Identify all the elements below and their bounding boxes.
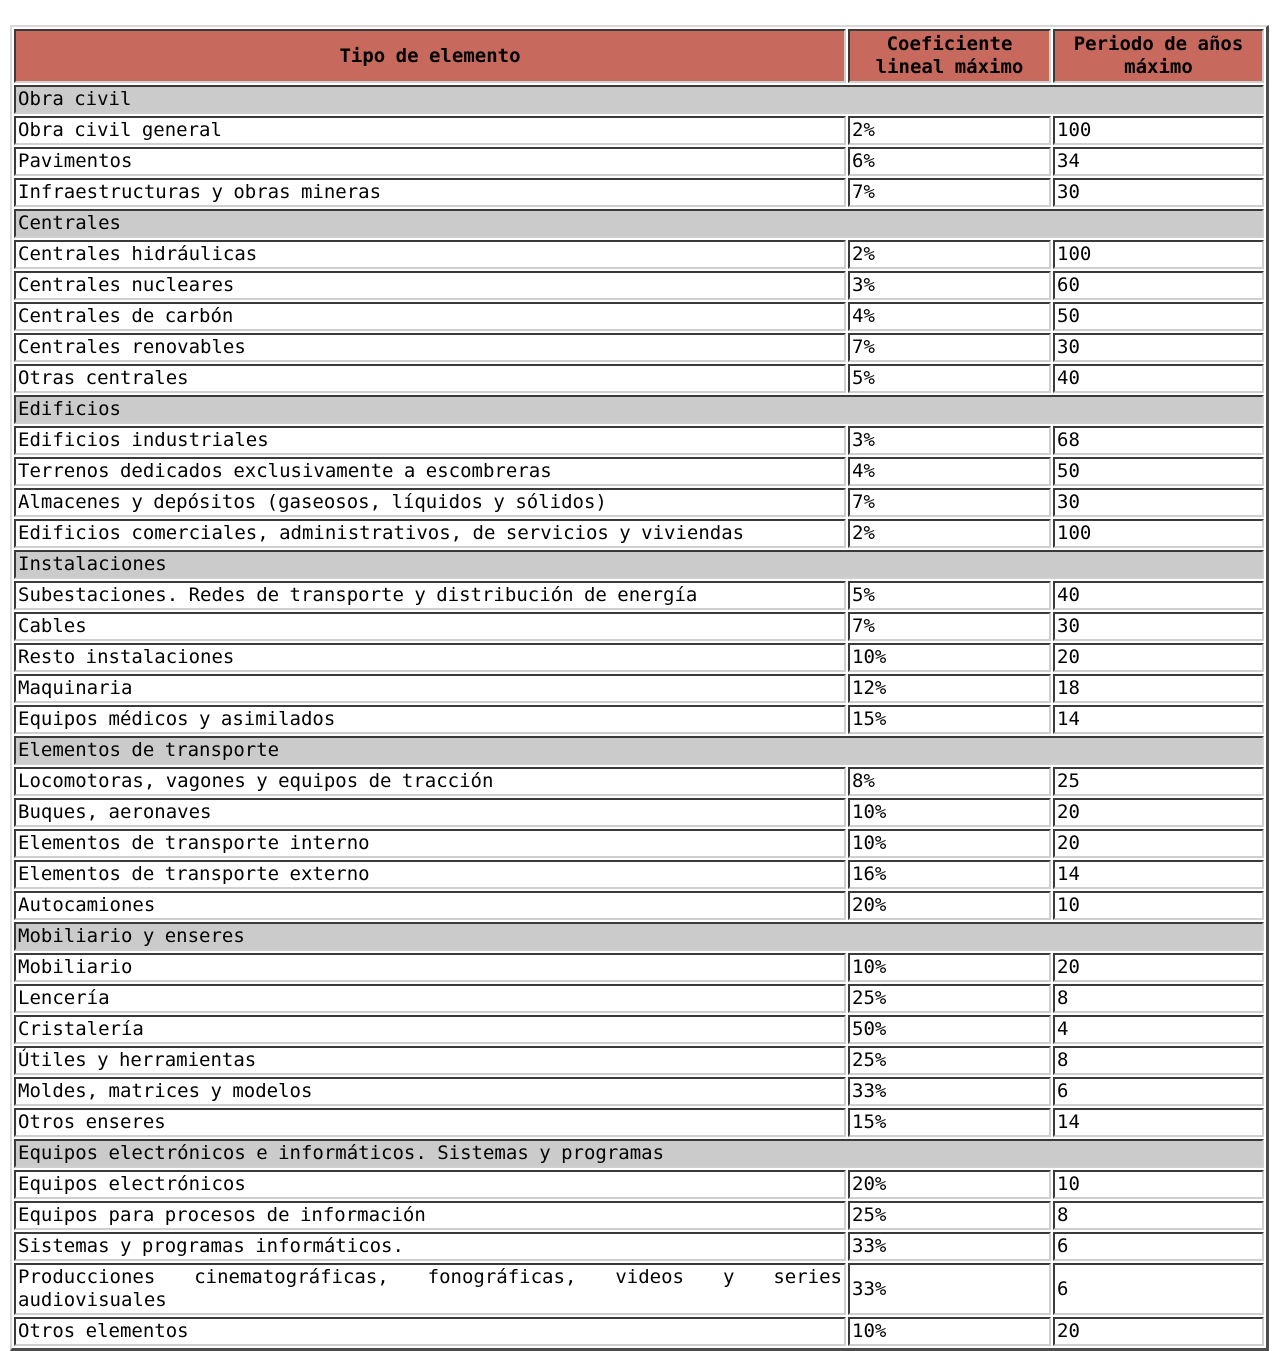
table-row — [14, 581, 1264, 610]
table-row — [14, 705, 1264, 734]
period-cell: 20 — [1053, 798, 1264, 827]
section-header-row — [14, 209, 1264, 238]
period-cell: 8 — [1053, 1046, 1264, 1075]
element-type-cell: Equipos médicos y asimilados — [14, 705, 846, 734]
coefficient-cell: 8% — [848, 767, 1051, 796]
period-cell: 8 — [1053, 984, 1264, 1013]
period-cell: 40 — [1053, 364, 1264, 393]
table-row — [14, 643, 1264, 672]
period-cell: 60 — [1053, 271, 1264, 300]
element-type-cell: Sistemas y programas informáticos. — [14, 1232, 846, 1261]
coefficient-cell: 10% — [848, 829, 1051, 858]
period-cell: 14 — [1053, 1108, 1264, 1137]
table-row — [14, 1108, 1264, 1137]
period-cell: 20 — [1053, 953, 1264, 982]
section-header-row — [14, 922, 1264, 951]
coefficient-cell: 16% — [848, 860, 1051, 889]
coefficient-cell: 2% — [848, 240, 1051, 269]
table-row — [14, 1015, 1264, 1044]
section-header-row — [14, 85, 1264, 114]
period-cell: 6 — [1053, 1263, 1264, 1315]
table-row — [14, 364, 1264, 393]
element-type-cell: Moldes, matrices y modelos — [14, 1077, 846, 1106]
element-type-cell: Elementos de transporte interno — [14, 829, 846, 858]
table-row — [14, 674, 1264, 703]
element-type-cell: Locomotoras, vagones y equipos de tracción — [14, 767, 846, 796]
coefficient-cell: 3% — [848, 271, 1051, 300]
period-cell: 20 — [1053, 643, 1264, 672]
element-type-cell: Útiles y herramientas — [14, 1046, 846, 1075]
table-row — [14, 1046, 1264, 1075]
coefficient-cell: 7% — [848, 178, 1051, 207]
element-type-cell: Terrenos dedicados exclusivamente a escombreras — [14, 457, 846, 486]
coefficient-cell: 10% — [848, 643, 1051, 672]
element-type-cell: Cables — [14, 612, 846, 641]
coefficient-cell: 4% — [848, 457, 1051, 486]
coefficient-cell: 20% — [848, 891, 1051, 920]
coefficient-cell: 7% — [848, 333, 1051, 362]
coefficient-cell: 50% — [848, 1015, 1051, 1044]
section-header-row — [14, 550, 1264, 579]
coefficient-cell: 2% — [848, 519, 1051, 548]
coefficient-cell: 15% — [848, 705, 1051, 734]
element-type-cell: Obra civil general — [14, 116, 846, 145]
coefficient-cell: 15% — [848, 1108, 1051, 1137]
table-header — [14, 29, 1264, 83]
period-cell: 8 — [1053, 1201, 1264, 1230]
element-type-cell: Mobiliario — [14, 953, 846, 982]
table-row — [14, 1077, 1264, 1106]
section-title: Elementos de transporte — [14, 736, 1264, 765]
period-cell: 6 — [1053, 1077, 1264, 1106]
period-cell: 14 — [1053, 860, 1264, 889]
period-cell: 10 — [1053, 891, 1264, 920]
coefficient-cell: 10% — [848, 798, 1051, 827]
section-title: Mobiliario y enseres — [14, 922, 1264, 951]
section-header-row — [14, 395, 1264, 424]
element-type-cell: Centrales nucleares — [14, 271, 846, 300]
table-row — [14, 798, 1264, 827]
element-type-cell: Resto instalaciones — [14, 643, 846, 672]
header-coeficiente-lineal-maximo: Coeficiente lineal máximo — [848, 29, 1051, 83]
section-title: Centrales — [14, 209, 1264, 238]
period-cell: 100 — [1053, 240, 1264, 269]
section-header-row — [14, 1139, 1264, 1168]
section-title: Obra civil — [14, 85, 1264, 114]
coefficient-cell: 10% — [848, 1317, 1051, 1346]
coefficient-cell: 25% — [848, 1201, 1051, 1230]
table-row — [14, 953, 1264, 982]
element-type-cell: Edificios comerciales, administrativos, de servicios y viviendas — [14, 519, 846, 548]
table-row — [14, 984, 1264, 1013]
header-tipo-de-elemento: Tipo de elemento — [14, 29, 846, 83]
table-row — [14, 612, 1264, 641]
table-row — [14, 1263, 1264, 1315]
table-row — [14, 519, 1264, 548]
coefficient-cell: 5% — [848, 581, 1051, 610]
period-cell: 50 — [1053, 457, 1264, 486]
table-row — [14, 426, 1264, 455]
element-type-cell: Buques, aeronaves — [14, 798, 846, 827]
coefficient-cell: 5% — [848, 364, 1051, 393]
table-row — [14, 333, 1264, 362]
element-type-cell: Otros enseres — [14, 1108, 846, 1137]
period-cell: 10 — [1053, 1170, 1264, 1199]
coefficient-cell: 4% — [848, 302, 1051, 331]
period-cell: 30 — [1053, 488, 1264, 517]
table-row — [14, 240, 1264, 269]
period-cell: 20 — [1053, 829, 1264, 858]
period-cell: 30 — [1053, 178, 1264, 207]
table-row — [14, 1170, 1264, 1199]
table-row — [14, 178, 1264, 207]
table-row — [14, 1232, 1264, 1261]
period-cell: 68 — [1053, 426, 1264, 455]
table-body — [14, 85, 1264, 1346]
coefficient-cell: 20% — [848, 1170, 1051, 1199]
element-type-cell: Edificios industriales — [14, 426, 846, 455]
element-type-cell: Autocamiones — [14, 891, 846, 920]
coefficient-cell: 2% — [848, 116, 1051, 145]
element-type-cell: Elementos de transporte externo — [14, 860, 846, 889]
element-type-cell: Pavimentos — [14, 147, 846, 176]
table-row — [14, 767, 1264, 796]
amortization-table — [10, 25, 1269, 1351]
element-type-cell: Centrales renovables — [14, 333, 846, 362]
coefficient-cell: 12% — [848, 674, 1051, 703]
element-type-cell: Otras centrales — [14, 364, 846, 393]
table-row — [14, 891, 1264, 920]
coefficient-cell: 6% — [848, 147, 1051, 176]
period-cell: 20 — [1053, 1317, 1264, 1346]
coefficient-cell: 33% — [848, 1232, 1051, 1261]
element-type-cell: Centrales de carbón — [14, 302, 846, 331]
table-row — [14, 302, 1264, 331]
period-cell: 34 — [1053, 147, 1264, 176]
section-title: Equipos electrónicos e informáticos. Sistemas y programas — [14, 1139, 1264, 1168]
element-type-cell: Cristalería — [14, 1015, 846, 1044]
element-type-cell: Almacenes y depósitos (gaseosos, líquidos y sólidos) — [14, 488, 846, 517]
element-type-cell: Otros elementos — [14, 1317, 846, 1346]
table-row — [14, 1317, 1264, 1346]
element-type-cell: Lencería — [14, 984, 846, 1013]
element-type-cell: Subestaciones. Redes de transporte y distribución de energía — [14, 581, 846, 610]
coefficient-cell: 25% — [848, 984, 1051, 1013]
table-row — [14, 488, 1264, 517]
coefficient-cell: 33% — [848, 1263, 1051, 1315]
period-cell: 14 — [1053, 705, 1264, 734]
table-row — [14, 1201, 1264, 1230]
header-periodo-anos-maximo: Periodo de años máximo — [1053, 29, 1264, 83]
coefficient-cell: 25% — [848, 1046, 1051, 1075]
element-type-cell: Centrales hidráulicas — [14, 240, 846, 269]
element-type-cell: Maquinaria — [14, 674, 846, 703]
period-cell: 4 — [1053, 1015, 1264, 1044]
coefficient-cell: 3% — [848, 426, 1051, 455]
section-title: Instalaciones — [14, 550, 1264, 579]
coefficient-cell: 7% — [848, 488, 1051, 517]
period-cell: 30 — [1053, 333, 1264, 362]
period-cell: 50 — [1053, 302, 1264, 331]
table-row — [14, 271, 1264, 300]
table-row — [14, 147, 1264, 176]
table-row — [14, 829, 1264, 858]
period-cell: 100 — [1053, 116, 1264, 145]
coefficient-cell: 7% — [848, 612, 1051, 641]
element-type-cell: Producciones cinematográficas, fonográficas, videos y series audiovisuales — [14, 1263, 846, 1315]
period-cell: 25 — [1053, 767, 1264, 796]
period-cell: 100 — [1053, 519, 1264, 548]
element-type-cell: Infraestructuras y obras mineras — [14, 178, 846, 207]
table-row — [14, 116, 1264, 145]
coefficient-cell: 10% — [848, 953, 1051, 982]
header-row — [14, 29, 1264, 83]
period-cell: 30 — [1053, 612, 1264, 641]
element-type-cell: Equipos electrónicos — [14, 1170, 846, 1199]
period-cell: 40 — [1053, 581, 1264, 610]
table-row — [14, 860, 1264, 889]
period-cell: 18 — [1053, 674, 1264, 703]
table-row — [14, 457, 1264, 486]
coefficient-cell: 33% — [848, 1077, 1051, 1106]
element-type-cell: Equipos para procesos de información — [14, 1201, 846, 1230]
section-title: Edificios — [14, 395, 1264, 424]
section-header-row — [14, 736, 1264, 765]
period-cell: 6 — [1053, 1232, 1264, 1261]
